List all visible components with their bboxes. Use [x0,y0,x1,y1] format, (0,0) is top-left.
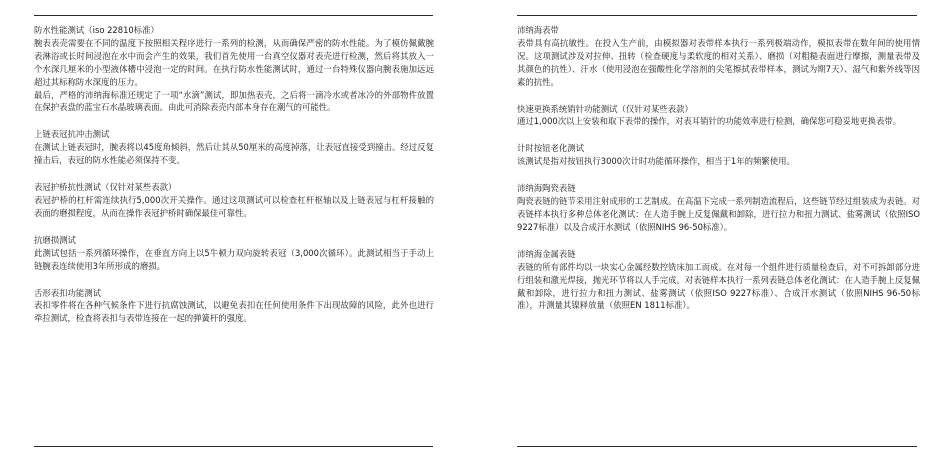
section-body [517,155,920,168]
section-crown-guard [34,181,434,220]
section-water-resistance [34,24,434,114]
section-title: 上链表冠抗冲击测试 [34,129,110,140]
paragraph: 腕表表壳需要在不同的温度下按照相关程序进行一系列的检测，从而确保严密的防水性能。为了模仿佩戴腕表淋浴或长时间浸泡在水中而会产生的效果，我们首先使用一台真空仪器对表壳进行检测，然后将其放入一个水深几厘米的小型液体槽中浸泡一定的时间。在执行防水性能测试时，通过一台特殊仪器向腕表施加远远超过其标称防水深度的压力。 [34,37,434,87]
section-body [517,37,920,89]
section-body [34,141,434,167]
section-title: 防水性能测试（iso 22810标准） [34,25,159,35]
paragraph: 在测试上链表冠时，腕表将以45度角倾斜，然后让其从50厘米的高度掉落，让表冠直接受到撞击。经过反复撞击后，表冠的防水性能必须保持不变。 [34,142,434,166]
section-body [34,247,434,273]
section-title: 沛纳海金属表链 [517,248,576,259]
section-body [34,37,434,114]
left-column [34,24,434,325]
paragraph: 陶瓷表链的链节采用注射成形的工艺制成。在高温下完成一系列制造流程后，这些链节经过组装成为表链。对表链样本执行多种总体老化测试：在人造手腕上反复佩戴和卸除，进行拉力和扭力测试、盐雾测试（依照ISO 9227标准）以及合成汗水测试（依照NIHS 96-50标准）。 [517,196,920,232]
section-ceramic-bracelet [517,182,920,234]
section-body [34,299,434,325]
section-body [517,115,920,128]
section-crown-shock [34,128,434,167]
right-column [517,24,920,312]
paragraph: 表带具有高抗敏性。在投入生产前，由模拟器对表带样本执行一系列极端动作，模拟表带在数年间的使用情况。这项测试涉及对拉伸、扭转（检查硬度与柔软度的相对关系）、磨损（对粗糙表面进行摩擦，测量表带及其颜色的抗性）、汗水（使用浸泡在强酸性化学溶剂的尖笔擦拭表带样本，测试为期7天）、湿气和紫外线等因素的抗性。 [517,37,920,87]
section-title: 表冠护桥抗性测试（仅针对某些表款） [34,182,177,193]
section-buckle [34,287,434,326]
section-wear [34,234,434,273]
section-title: 舌形表扣功能测试 [34,287,101,298]
section-quick-change [517,103,920,129]
section-body [34,194,434,220]
paragraph: 最后，严格的沛纳海标准还规定了一项“水滴”测试，即加热表壳，之后将一滴冷水或者冰冷的外部物件放置在保护表盘的蓝宝石水晶玻璃表面。由此可消除表壳内部本身存在潮气的可能性。 [34,89,434,113]
paragraph: 此测试包括一系列循环操作，在垂直方向上以5牛顿力双向旋转表冠（3,000次循环）。此测试相当于手动上链腕表连续使用3年所形成的磨损。 [34,247,434,271]
section-body [517,261,920,313]
paragraph: 通过1,000次以上安装和取下表带的操作，对表耳销针的功能效率进行检测，确保您可稳妥地更换表带。 [517,116,902,127]
section-title: 快速更换系统销针功能测试（仅针对某些表款） [517,103,693,114]
bottom-rule-right [517,446,917,447]
top-rule-left [34,15,433,16]
section-chrono-pusher [517,142,920,168]
paragraph: 表冠护桥的杠杆需连续执行5,000次开关操作。通过这项测试可以检查杠杆枢轴以及上链表冠与杠杆接触的表面的磨损程度，从而在操作表冠护桥时确保最佳可靠性。 [34,194,434,218]
bottom-rule-left [34,446,433,447]
paragraph: 表链的所有部件均以一块实心金属经数控铣床加工而成。在对每一个组件进行质量检查后，对不可拆卸部分进行组装和激光焊接，抛光环节将以人手完成。对表链样本执行一系列表链总体老化测试：在人造手腕上反复佩戴和卸除，进行拉力和扭力测试、盐雾测试（依照ISO 9227标准）、合成汗水测试（依照NIHS 96-50标准），并测量其镍释放量（依照EN 1811标准）。 [517,261,920,311]
section-title: 抗磨损测试 [34,234,76,245]
section-title: 沛纳海表带 [517,25,559,35]
section-metal-bracelet [517,248,920,313]
paragraph: 该测试是指对按钮执行3000次计时功能循环操作，相当于1年的频繁使用。 [517,156,795,167]
paragraph: 表扣零件将在各种气候条件下进行抗腐蚀测试，以避免表扣在任何使用条件下出现故障的风险，此外也进行牵拉测试，检查将表扣与表带连接在一起的弹簧杆的强度。 [34,300,434,324]
section-title: 计时按钮老化测试 [517,143,584,154]
section-straps [517,24,920,89]
top-rule-right [517,15,917,16]
section-body [517,195,920,234]
section-title: 沛纳海陶瓷表链 [517,183,576,194]
